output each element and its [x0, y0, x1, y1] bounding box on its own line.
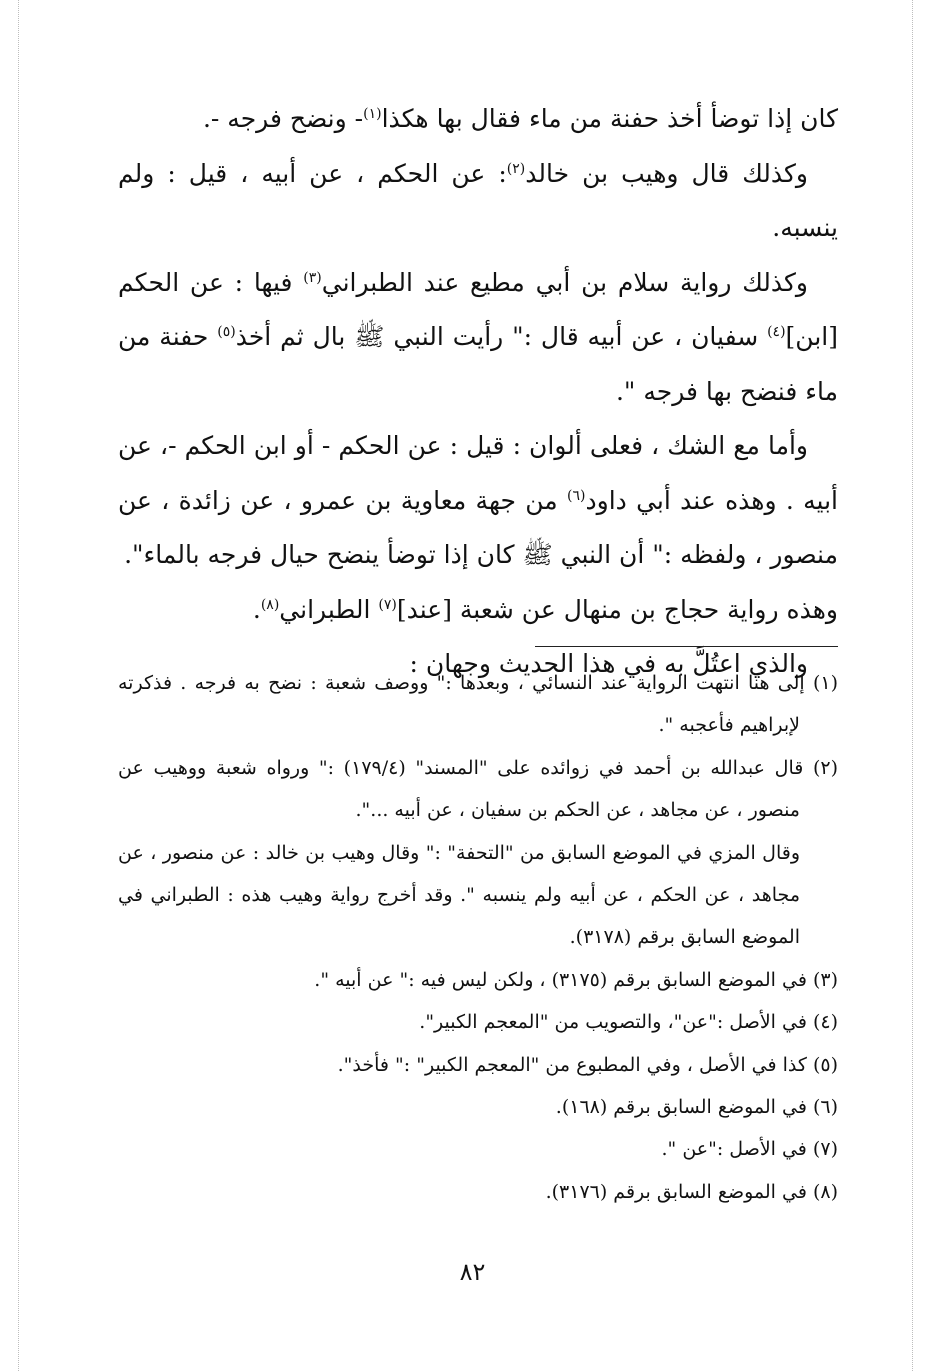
paragraph-3-text-a: وكذلك رواية سلام بن أبي مطيع عند الطبراني — [321, 267, 808, 297]
footnote-5: (٥) كذا في الأصل ، وفي المطبوع من "المعجم الكبير" :" فأخذ". — [337, 1053, 838, 1076]
paragraph-4 — [118, 419, 838, 583]
paragraph-5-text-b: الطبراني — [279, 594, 379, 624]
footnote-7: (٧) في الأصل :"عن ". — [661, 1138, 838, 1161]
paragraph-4-text-a: وأما مع الشك ، فعلى ألوان : قيل : عن الحكم - أو ابن الحكم -، عن أبيه . وهذه عند أبي داود — [118, 431, 838, 515]
paragraph-5-text-a: وهذه رواية حجاج بن منهال عن شعبة [عند] — [396, 594, 838, 624]
left-scan-edge — [18, 0, 19, 1371]
paragraph-6: والذي اعتُلَّ به في هذا الحديث وجهان : — [409, 649, 808, 678]
footnote-1: (١) إلى هنا انتهت الرواية عند النسائي ، وبعدها :" ووصف شعبة : نضح به فرجه . فذكرته لإبراهيم فأعجبه ". — [118, 672, 838, 737]
page-number: ٨٢ — [459, 1258, 486, 1286]
paragraph-1-text-b: - ونضح فرجه -. — [202, 104, 364, 133]
footnote-ref-5[interactable]: (٥) — [217, 324, 236, 340]
paragraph-3-text-d: حفنة من ماء فنضح بها فرجه ". — [118, 322, 838, 406]
footnotes — [118, 662, 838, 1213]
footnote-4: (٤) في الأصل :"عن"، والتصويب من "المعجم الكبير". — [419, 1011, 838, 1034]
paragraph-3 — [118, 256, 838, 420]
paragraph-2-text-b: : عن الحكم ، عن أبيه ، قيل : ولم ينسبه. — [118, 158, 838, 242]
paragraph-4-text-b: من جهة معاوية بن عمرو ، عن زائدة ، عن منصور ، ولفظه :" أن النبي ﷺ كان إذا توضأ ينضح حيال فرجه بالماء". — [118, 485, 838, 569]
paragraph-3-text-c: سفيان ، عن أبيه قال :" رأيت النبي ﷺ بال ثم أخذ — [235, 322, 768, 351]
right-scan-edge — [912, 0, 913, 1371]
footnote-2-continuation: وقال المزي في الموضع السابق من "التحفة" :" وقال وهيب بن خالد : عن منصور ، عن مجاهد ، عن الحكم ، عن أبيه ولم ينسبه ". وقد أخرج رواية وهيب هذه : الطبراني في الموضع السابق برقم (٣١٧٨). — [118, 841, 800, 949]
footnote-ref-3[interactable]: (٣) — [303, 269, 322, 286]
footnote-ref-6[interactable]: (٦) — [567, 487, 586, 504]
footnote-divider — [535, 646, 838, 647]
paragraph-1-text-a: كان إذا توضأ أخذ حفنة من ماء فقال بها هكذا — [381, 104, 838, 133]
paragraph-5 — [118, 583, 838, 638]
paragraph-2 — [118, 147, 838, 256]
paragraph-2-text-a: وكذلك قال وهيب بن خالد — [525, 158, 809, 188]
paragraph-1 — [118, 92, 838, 147]
footnote-8: (٨) في الموضع السابق برقم (٣١٧٦). — [545, 1180, 838, 1203]
paragraph-3-text-b: فيها : عن الحكم [ابن] — [118, 267, 838, 351]
footnote-ref-8[interactable]: (٨) — [260, 596, 280, 613]
footnote-ref-1[interactable]: (١) — [363, 106, 382, 122]
footnote-6: (٦) في الموضع السابق برقم (١٦٨). — [555, 1096, 838, 1119]
footnote-2: (٢) قال عبدالله بن أحمد في زوائده على "المسند" (١٧٩/٤) :" ورواه شعبة ووهيب عن منصور ، عن مجاهد ، عن الحكم بن سفيان ، عن أبيه ...". — [118, 756, 839, 822]
footnote-ref-2[interactable]: (٢) — [506, 160, 526, 177]
footnote-3: (٣) في الموضع السابق برقم (٣١٧٥) ، ولكن ليس فيه :" عن أبيه ". — [314, 968, 838, 991]
main-text — [118, 92, 838, 692]
paragraph-5-text-c: . — [252, 594, 261, 624]
footnote-ref-7[interactable]: (٧) — [378, 596, 397, 613]
footnote-ref-4[interactable]: (٤) — [767, 324, 786, 340]
